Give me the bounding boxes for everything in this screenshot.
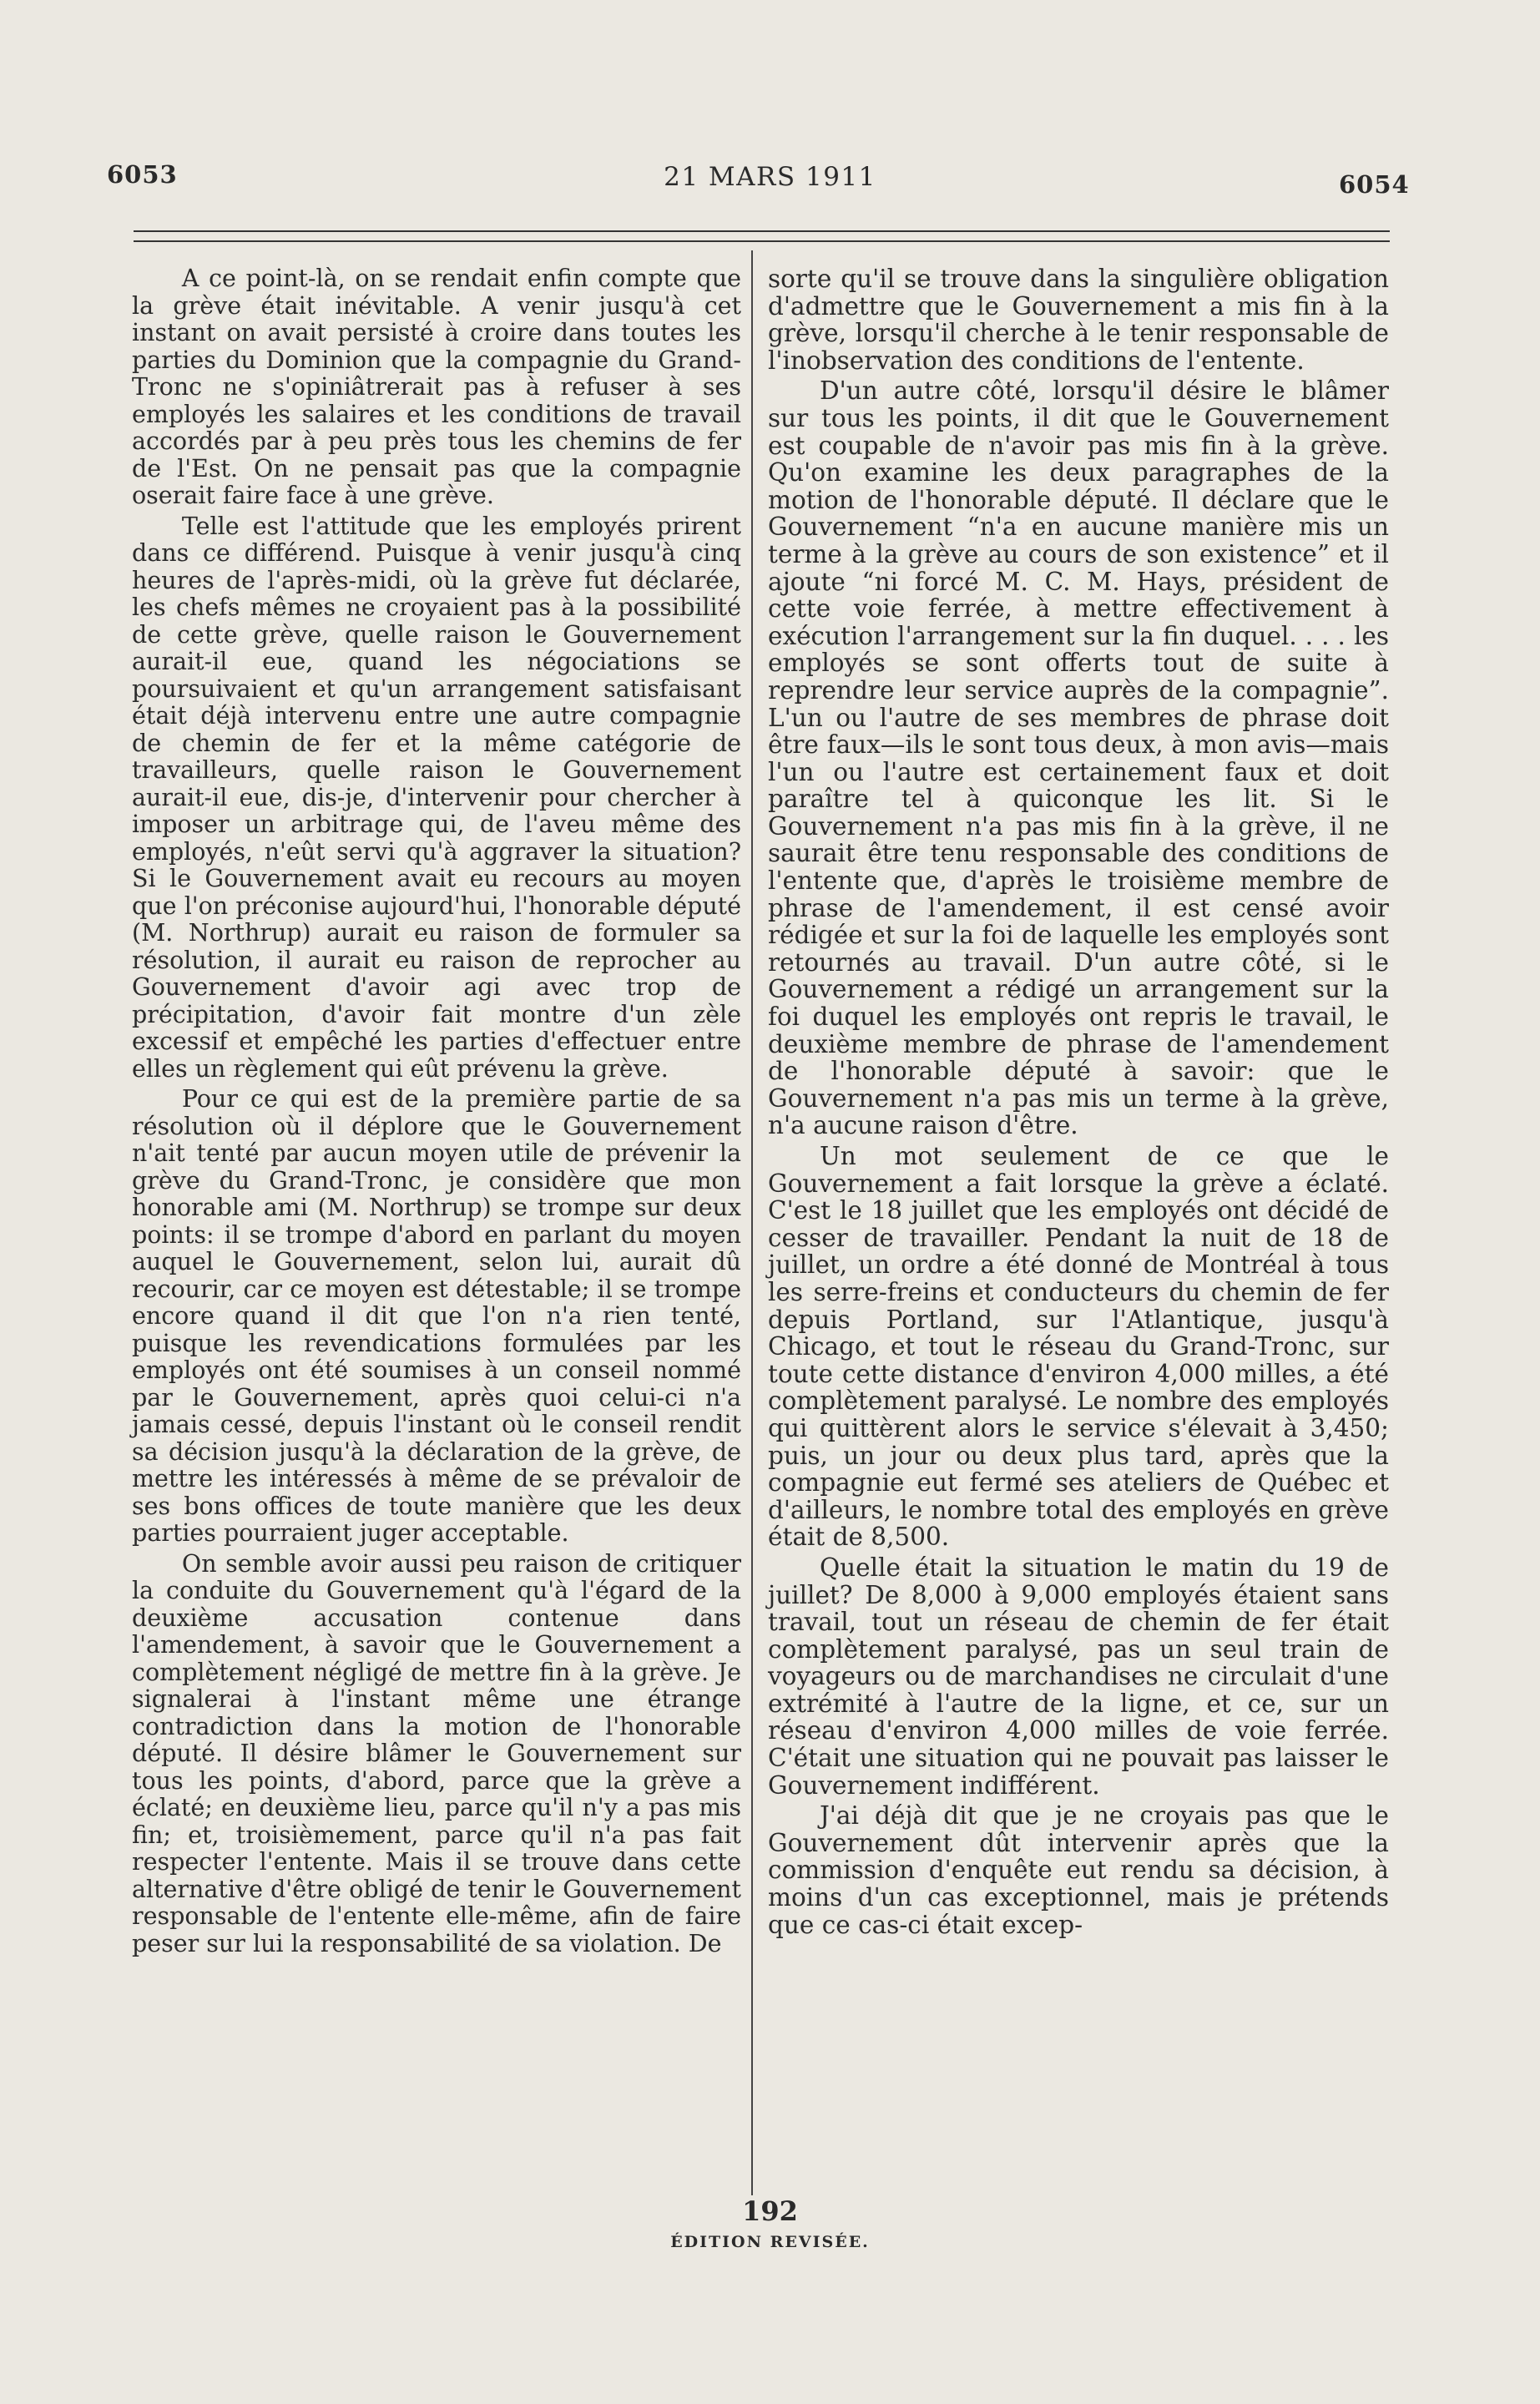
paragraph: Telle est l'attitude que les employés prirent dans ce différend. Puisque à venir jusqu'à cinq heures de l'après-midi, où la grève fut déclarée, les chefs mêmes ne croyaient pas à la possibilité de cette grève, quelle raison le Gouvernement aurait-il eue, quand les négociations se poursuivaient et qu'un arrangement satisfaisant était déjà intervenu entre une autre compagnie de chemin de fer et la même catégorie de travailleurs, quelle raison le Gouvernement aurait-il eue, dis-je, d'intervenir pour chercher à imposer un arbitrage qui, de l'aveu même des employés, n'eût servi qu'à aggraver la situation? Si le Gouvernement avait eu recours au moyen que l'on préconise aujourd'hui, l'honorable député (M. Northrup) aurait eu raison de formuler sa résolution, il aurait eu raison de reprocher au Gouvernement d'avoir agi avec trop de précipitation, d'avoir fait montre d'un zèle excessif et empêché les parties d'effectuer entre elles un règlement qui eût prévenu la grève. [132,512,741,1083]
header-rule-top [134,230,1390,232]
page-number-left: 6053 [107,160,178,189]
sheet-number: 192 [742,2195,798,2227]
edition-note: ÉDITION REVISÉE. [670,2233,870,2251]
paragraph: D'un autre côté, lorsqu'il désire le blâmer sur tous les points, il dit que le Gouvernement est coupable de n'avoir pas mis fin à la grève. Qu'on examine les deux paragraphes de la motion de l'honorable député. Il déclare que le Gouvernement “n'a en aucune manière mis un terme à la grève au cours de son existence” et il ajoute “ni forcé M. C. M. Hays, président de cette voie ferrée, à mettre effectivement à exécution l'arrangement sur la fin duquel. . . . les employés se sont offerts tout de suite à reprendre leur service auprès de la compagnie”. L'un ou l'autre de ses membres de phrase doit être faux—ils le sont tous deux, à mon avis—mais l'un ou l'autre est certainement faux et doit paraître tel à quiconque les lit. Si le Gouvernement n'a pas mis fin à la grève, il ne saurait être tenu responsable des conditions de l'entente que, d'après le troisième membre de phrase de l'amendement, il est censé avoir rédigée et sur la foi de laquelle les employés sont retournés au travail. D'un autre côté, si le Gouvernement a rédigé un arrangement sur la foi duquel les employés ont repris le travail, le deuxième membre de phrase de l'amendement de l'honorable député à savoir: que le Gouvernement n'a pas mis un terme à la grève, n'a aucune raison d'être. [768,376,1389,1140]
paragraph: Un mot seulement de ce que le Gouvernement a fait lorsque la grève a éclaté. C'est le 18 juillet que les employés ont décidé de cesser de travailler. Pendant la nuit de 18 de juillet, un ordre a été donné de Montréal à tous les serre-freins et conducteurs du chemin de fer depuis Portland, sur l'Atlantique, jusqu'à Chicago, et tout le réseau du Grand-Tronc, sur toute cette distance d'environ 4,000 milles, a été complètement paralysé. Le nombre des employés qui quittèrent alors le service s'élevait à 3,450; puis, un jour ou deux plus tard, après que la compagnie eut fermé ses ateliers de Québec et d'ailleurs, le nombre total des employés en grève était de 8,500. [768,1142,1389,1552]
header-date: 21 MARS 1911 [664,162,876,192]
paragraph: J'ai déjà dit que je ne croyais pas que le Gouvernement dût intervenir après que la commission d'enquête eut rendu sa décision, à moins d'un cas exceptionnel, mais je prétends que ce cas-ci était excep- [768,1801,1389,1939]
paragraph: On semble avoir aussi peu raison de critiquer la conduite du Gouvernement qu'à l'égard de la deuxième accusation contenue dans l'amendement, à savoir que le Gouvernement a complètement négligé de mettre fin à la grève. Je signalerai à l'instant même une étrange contradiction dans la motion de l'honorable député. Il désire blâmer le Gouvernement sur tous les points, d'abord, parce que la grève a éclaté; en deuxième lieu, parce qu'il n'y a pas mis fin; et, troisièmement, parce qu'il n'a pas fait respecter l'entente. Mais il se trouve dans cette alternative d'être obligé de tenir le Gouvernement responsable de l'entente elle-même, afin de faire peser sur lui la responsabilité de sa violation. De [132,1549,741,1957]
paragraph: Pour ce qui est de la première partie de sa résolution où il déplore que le Gouvernement n'ait tenté par aucun moyen utile de prévenir la grève du Grand-Tronc, je considère que mon honorable ami (M. Northrup) se trompe sur deux points: il se trompe d'abord en parlant du moyen auquel le Gouvernement, selon lui, aurait dû recourir, car ce moyen est détestable; il se trompe encore quand il dit que l'on n'a rien tenté, puisque les revendications formulées par les employés ont été soumises à un conseil nommé par le Gouvernement, après quoi celui-ci n'a jamais cessé, depuis l'instant où le conseil rendit sa décision jusqu'à la déclaration de la grève, de mettre les intéressés à même de se prévaloir de ses bons offices de toute manière que les deux parties pourraient juger acceptable. [132,1085,741,1547]
paragraph: Quelle était la situation le matin du 19 de juillet? De 8,000 à 9,000 employés étaient sans travail, tout un réseau de chemin de fer était complètement paralysé, pas un seul train de voyageurs ou de marchandises ne circulait d'une extrémité à l'autre de la ligne, et ce, sur un réseau d'environ 4,000 milles de voie ferrée. C'était une situation qui ne pouvait pas laisser le Gouvernement indifférent. [768,1553,1389,1800]
paragraph: A ce point-là, on se rendait enfin compte que la grève était inévitable. A venir jusqu'à cet instant on avait persisté à croire dans toutes les parties du Dominion que la compagnie du Grand-Tronc ne s'opiniâtrerait pas à refuser à ses employés les salaires et les conditions de travail accordés par à peu près tous les chemins de fer de l'Est. On ne pensait pas que la compagnie oserait faire face à une grève. [132,265,741,509]
paragraph: sorte qu'il se trouve dans la singulière obligation d'admettre que le Gouvernement a mis fin à la grève, lorsqu'il cherche à le tenir responsable de l'inobservation des conditions de l'entente. [768,265,1389,375]
header-rule-bottom [134,240,1390,242]
left-column [132,265,741,1961]
page-number-right: 6054 [1339,170,1410,199]
column-divider [751,250,753,2195]
right-column [768,265,1389,1942]
